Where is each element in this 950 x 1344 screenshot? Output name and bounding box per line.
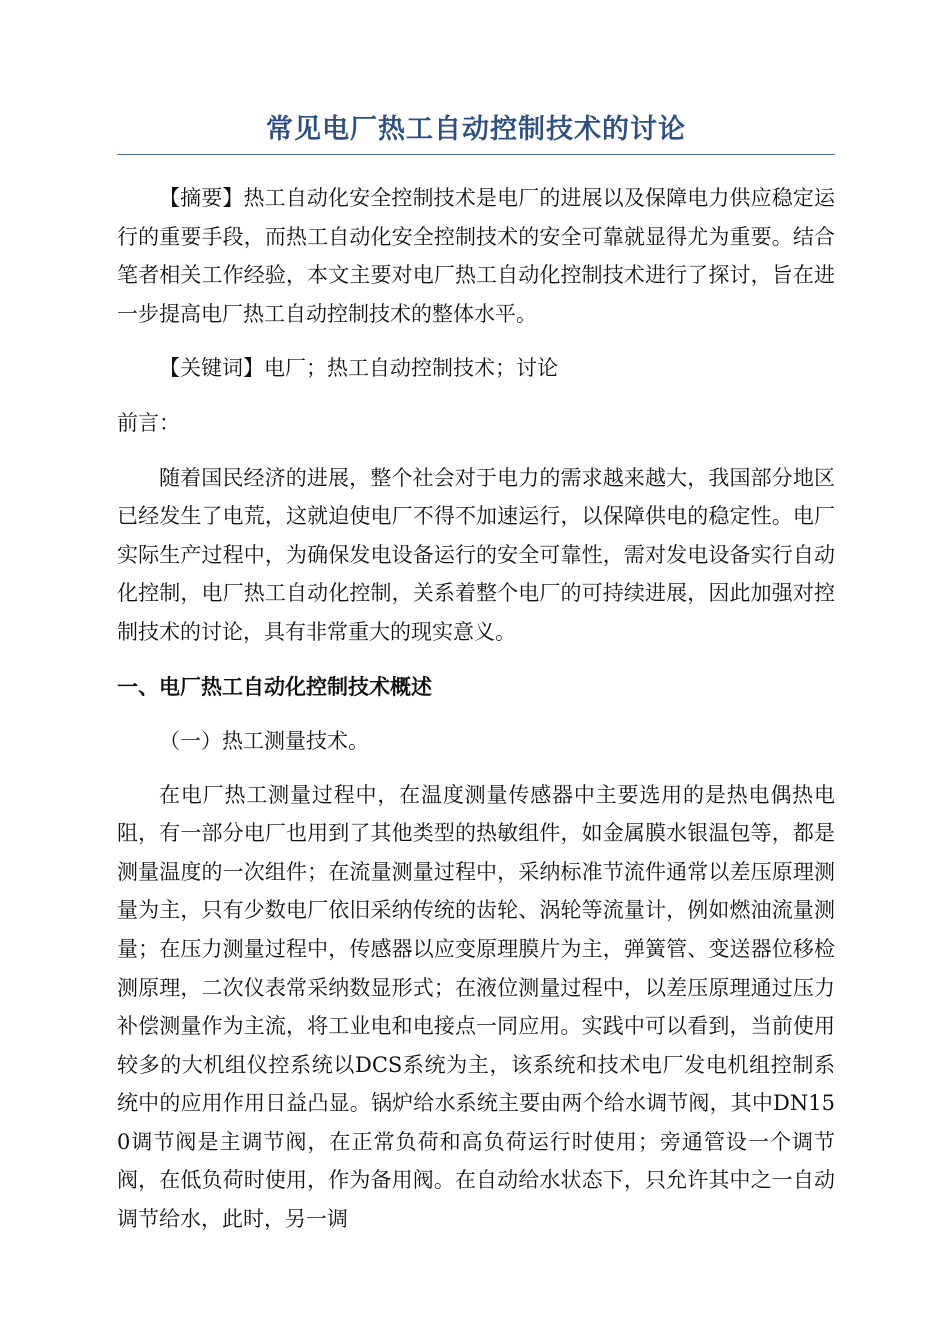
- preface-label: 前言：: [117, 410, 180, 435]
- preface-paragraph: 随着国民经济的进展，整个社会对于电力的需求越来越大，我国部分地区已经发生了电荒，这就迫使电厂不得不加速运行，以保障供电的稳定性。电厂实际生产过程中，为确保发电设备运行的安全可靠性，需对发电设备实行自动化控制，电厂热工自动化控制，关系着整个电厂的可持续进展，因此加强对控制技术的讨论，具有非常重大的现实意义。: [117, 465, 835, 644]
- keywords-paragraph: 【关键词】电厂；热工自动控制技术；讨论: [159, 356, 558, 381]
- body-paragraph: 在电厂热工测量过程中，在温度测量传感器中主要选用的是热电偶热电阻，有一部分电厂也用到了其他类型的热敏组件，如金属膜水银温包等，都是测量温度的一次组件；在流量测量过程中，采纳标准节流件通常以差压原理测量为主，只有少数电厂依旧采纳传统的齿轮、涡轮等流量计，例如燃油流量测量；在压力测量过程中，传感器以应变原理膜片为主，弹簧管、变送器位移检测原理，二次仪表常采纳数显形式；在液位测量过程中，以差压原理通过压力补偿测量作为主流，将工业电和电接点一同应用。实践中可以看到，当前使用较多的大机组仪控系统以DCS系统为主，该系统和技术电厂发电机组控制系统中的应用作用日益凸显。锅炉给水系统主要由两个给水调节阀，其中DN150调节阀是主调节阀，在正常负荷和高负荷运行时使用；旁通管设一个调节阀，在低负荷时使用，作为备用阀。在自动给水状态下，只允许其中之一自动调节给水，此时，另一调: [117, 782, 835, 1232]
- section-heading: 一、电厂热工自动化控制技术概述: [117, 674, 432, 699]
- subsection-heading: （一）热工测量技术。: [159, 728, 369, 753]
- abstract-paragraph: 【摘要】热工自动化安全控制技术是电厂的进展以及保障电力供应稳定运行的重要手段，而热工自动化安全控制技术的安全可靠就显得尤为重要。结合笔者相关工作经验，本文主要对电厂热工自动化控制技术进行了探讨，旨在进一步提高电厂热工自动控制技术的整体水平。: [117, 186, 835, 326]
- document-page: [117, 110, 835, 1255]
- document-title: 常见电厂热工自动控制技术的讨论: [117, 110, 835, 155]
